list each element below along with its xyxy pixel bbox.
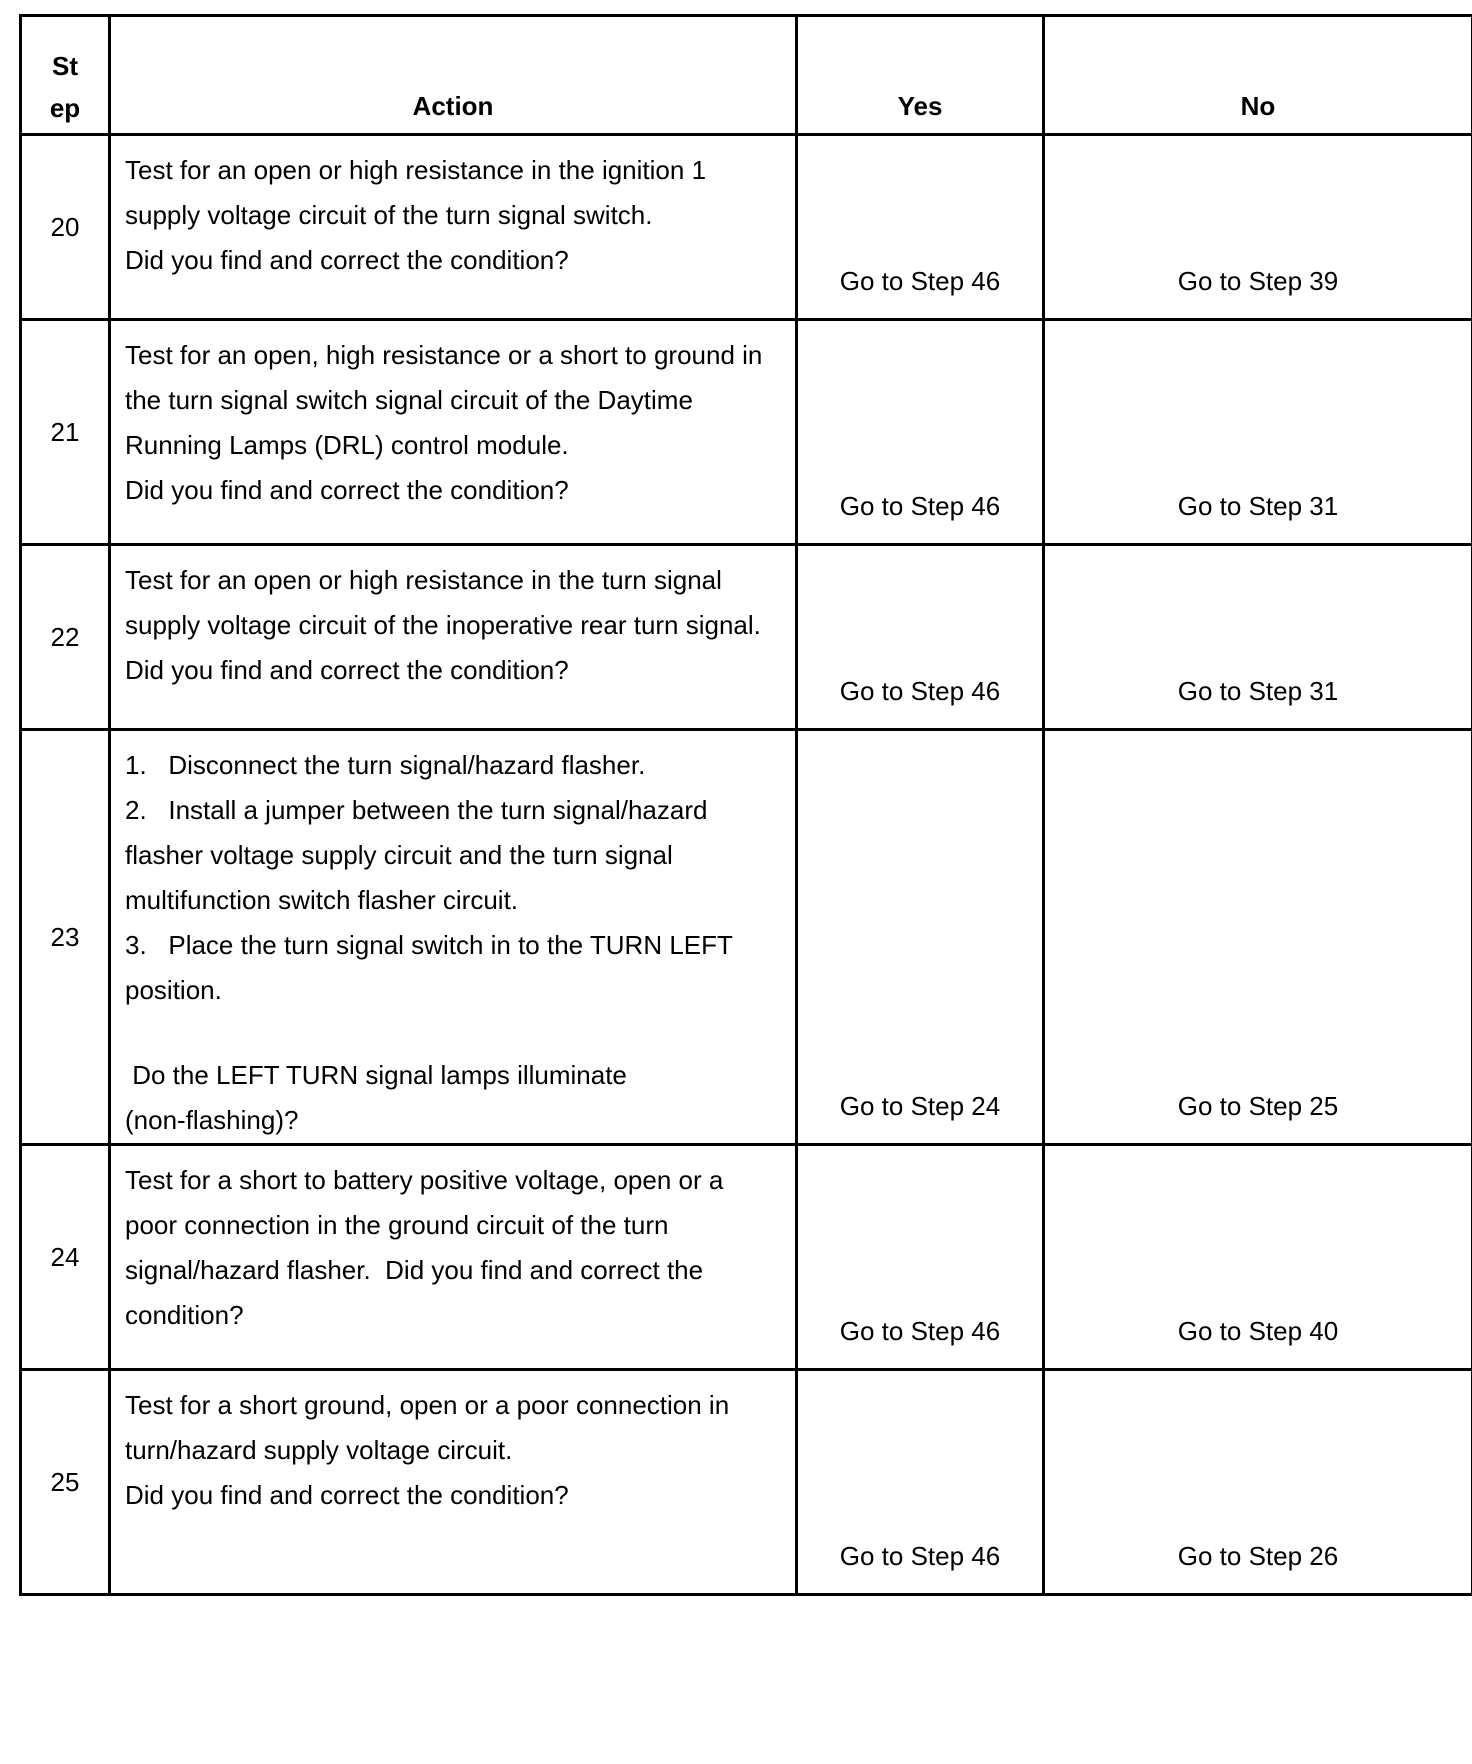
no-cell [1044,135,1472,320]
step-number: 24 [21,1145,110,1370]
step-header-line-1: St [52,51,78,81]
action-header-label: Action [412,91,494,121]
table-row [21,545,1472,730]
yes-cell [797,730,1044,1145]
yes-result: Go to Step 46 [839,676,1001,706]
table-row [21,1145,1472,1370]
action-line: Test for an open or high resistance in the ignition 1 [125,155,707,185]
action-line: Running Lamps (DRL) control module. [125,430,569,460]
action-cell [110,545,797,730]
yes-result: Go to Step 46 [839,1316,1001,1346]
yes-header-label: Yes [897,91,943,121]
action-cell [110,320,797,545]
action-line: Do the LEFT TURN signal lamps illuminate [125,1060,627,1090]
action-cell [110,1370,797,1595]
header-row [21,16,1472,135]
yes-result: Go to Step 46 [839,491,1001,521]
action-line: Did you find and correct the condition? [125,655,569,685]
action-line: multifunction switch flasher circuit. [125,885,519,915]
action-line: poor connection in the ground circuit of the turn [125,1210,669,1240]
action-line: flasher voltage supply circuit and the turn signal [125,840,673,870]
action-line: the turn signal switch signal circuit of the Daytime [125,385,693,415]
no-result: Go to Step 40 [1177,1316,1339,1346]
no-cell [1044,545,1472,730]
action-line: supply voltage circuit of the inoperative rear turn signal. [125,610,761,640]
no-result: Go to Step 39 [1177,266,1339,296]
table-row [21,135,1472,320]
step-number: 21 [21,320,110,545]
step-number: 20 [21,135,110,320]
no-column-header [1044,16,1472,135]
diagnostic-table [19,14,1472,1596]
no-result: Go to Step 31 [1177,676,1339,706]
no-cell [1044,730,1472,1145]
action-line: supply voltage circuit of the turn signal switch. [125,200,653,230]
action-line: Did you find and correct the condition? [125,475,569,505]
yes-cell [797,1145,1044,1370]
action-cell [110,135,797,320]
no-cell [1044,1370,1472,1595]
action-line: 1. Disconnect the turn signal/hazard flasher. [125,750,646,780]
yes-column-header [797,16,1044,135]
action-line: position. [125,975,222,1005]
yes-cell [797,135,1044,320]
yes-result: Go to Step 46 [839,266,1001,296]
no-result: Go to Step 25 [1177,1091,1339,1121]
yes-result: Go to Step 46 [839,1541,1001,1571]
action-line: 3. Place the turn signal switch in to the TURN LEFT [125,930,733,960]
no-cell [1044,320,1472,545]
step-header-line-2: ep [49,93,81,123]
table-row [21,320,1472,545]
table-row [21,1370,1472,1595]
action-line: 2. Install a jumper between the turn signal/hazard [125,795,708,825]
no-header-label: No [1240,91,1276,121]
yes-cell [797,320,1044,545]
step-number: 25 [21,1370,110,1595]
action-line: signal/hazard flasher. Did you find and correct the [125,1255,704,1285]
yes-cell [797,1370,1044,1595]
action-line: Test for an open, high resistance or a short to ground in [125,340,763,370]
step-number: 22 [21,545,110,730]
yes-result: Go to Step 24 [839,1091,1001,1121]
action-line: Did you find and correct the condition? [125,245,569,275]
action-line: Did you find and correct the condition? [125,1480,569,1510]
action-cell [110,730,797,1145]
action-line: Test for a short ground, open or a poor connection in [125,1390,730,1420]
action-line: condition? [125,1300,244,1330]
step-column-header [21,16,110,135]
action-line: Test for an open or high resistance in the turn signal [125,565,722,595]
table-row [21,730,1472,1145]
step-number: 23 [21,730,110,1145]
action-cell [110,1145,797,1370]
action-line: Test for a short to battery positive voltage, open or a [125,1165,724,1195]
action-line: turn/hazard supply voltage circuit. [125,1435,513,1465]
yes-cell [797,545,1044,730]
action-line: (non-flashing)? [125,1105,299,1135]
no-cell [1044,1145,1472,1370]
no-result: Go to Step 31 [1177,491,1339,521]
no-result: Go to Step 26 [1177,1541,1339,1571]
action-column-header [110,16,797,135]
blank-line [125,1013,785,1053]
